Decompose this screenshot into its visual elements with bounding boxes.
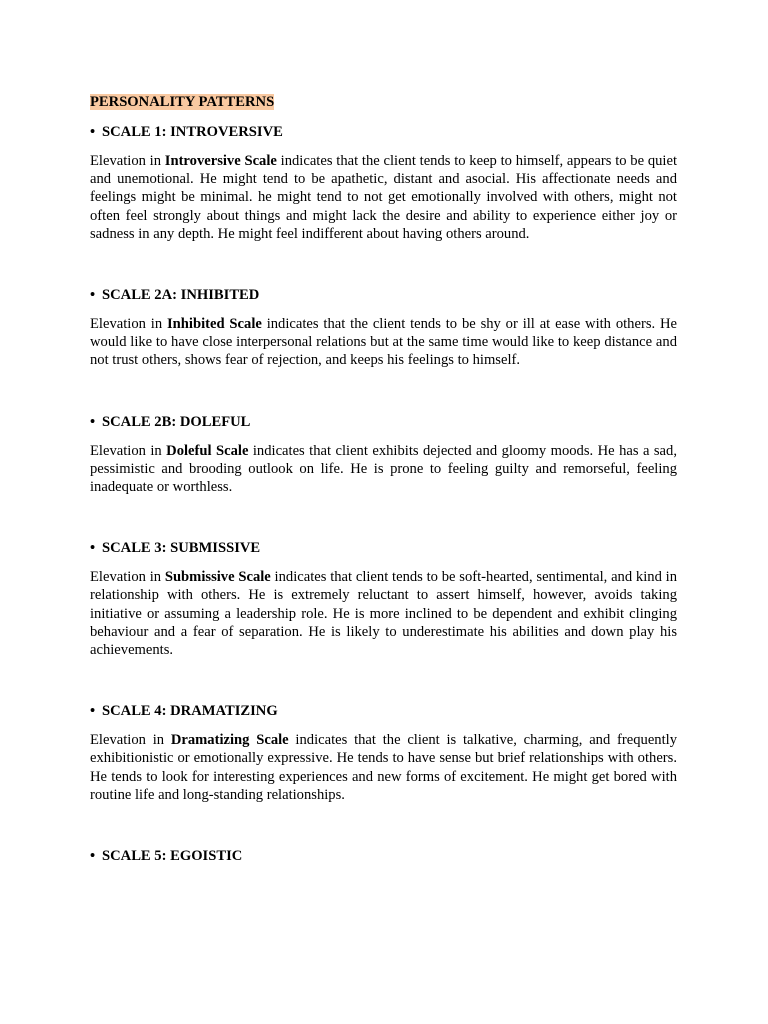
scale-name: Inhibited Scale [166, 316, 262, 333]
description-text: indicates that the client tends to be shy or ill at ease with others. He would like to have close interpersonal relations but at the same time would like to keep distance and not trust others, shows fear of rejection, and keeps his feelings to himself. [90, 316, 678, 369]
scale-heading-text: SCALE 4: DRAMATIZING [102, 703, 278, 720]
scale-heading-text: SCALE 1: INTROVERSIVE [102, 124, 283, 140]
bullet-icon: • [90, 413, 96, 430]
scale-name: Dramatizing Scale [170, 732, 289, 749]
scale-heading [90, 846, 677, 866]
scale-heading [90, 285, 677, 305]
scale-description [90, 731, 677, 804]
bullet-icon: • [90, 703, 96, 720]
scale-heading-text: SCALE 2A: INHIBITED [102, 287, 260, 304]
document-title [90, 92, 677, 112]
scale-heading-text: SCALE 5: EGOISTIC [102, 848, 243, 865]
scale-heading-text: SCALE 3: SUBMISSIVE [102, 540, 261, 557]
bullet-icon: • [90, 848, 96, 865]
description-lead: Elevation in [90, 732, 171, 749]
description-text: indicates that client exhibits dejected and gloomy moods. He has a sad, pessimistic and brooding outlook on life. He is prone to feeling guilty and remorseful, feeling inadequate or worthless. [90, 442, 677, 496]
scale-description [90, 568, 677, 659]
scale-name: Introversive Scale [164, 153, 277, 169]
section-scale-2b [90, 412, 677, 497]
bullet-icon: • [90, 540, 96, 557]
scale-name: Submissive Scale [164, 569, 271, 586]
bullet-icon: • [90, 124, 96, 140]
section-scale-2a [90, 285, 677, 370]
section-scale-4 [90, 701, 677, 804]
description-lead: Elevation in [90, 569, 165, 586]
document-title-text: PERSONALITY PATTERNS [90, 94, 275, 110]
bullet-icon: • [90, 287, 96, 304]
description-lead: Elevation in [90, 153, 165, 169]
scale-heading [90, 122, 677, 142]
scale-heading-text: SCALE 2B: DOLEFUL [102, 413, 251, 430]
section-scale-3 [90, 538, 677, 659]
scale-description [90, 152, 677, 243]
scale-heading [90, 412, 677, 432]
scale-heading [90, 701, 677, 721]
scale-description [90, 442, 677, 497]
section-scale-1 [90, 122, 677, 243]
scale-heading [90, 538, 677, 558]
description-text: indicates that the client tends to keep to himself, appears to be quiet and unemotional. He might tend to be apathetic, distant and asocial. His affectionate needs and feelings might be minimal. he might tend to not get emotionally involved with others, might not often feel strongly about things and might lack the desire and ability to experience either joy or sadness in any depth. He might feel indifferent about having others around. [90, 153, 678, 242]
description-text: indicates that client tends to be soft-hearted, sentimental, and kind in relationship with others. He is extremely reluctant to assert himself, however, avoids taking initiative or assuming a leadership role. He is more inclined to be dependent and exhibit clinging behaviour and a fear of separation. He is likely to underestimate his abilities and down play his achievements. [90, 569, 677, 659]
description-lead: Elevation in [90, 316, 167, 333]
document-page [90, 92, 677, 866]
scale-name: Doleful Scale [166, 442, 249, 459]
scale-description [90, 315, 677, 370]
description-text: indicates that the client is talkative, charming, and frequently exhibitionistic or emotionally expressive. He tends to have sense but brief relationships with others. He tends to look for interesting experiences and new forms of excitement. He might get bored with routine life and long-standing relationships. [90, 732, 678, 803]
description-lead: Elevation in [90, 442, 167, 459]
section-scale-5 [90, 846, 677, 866]
